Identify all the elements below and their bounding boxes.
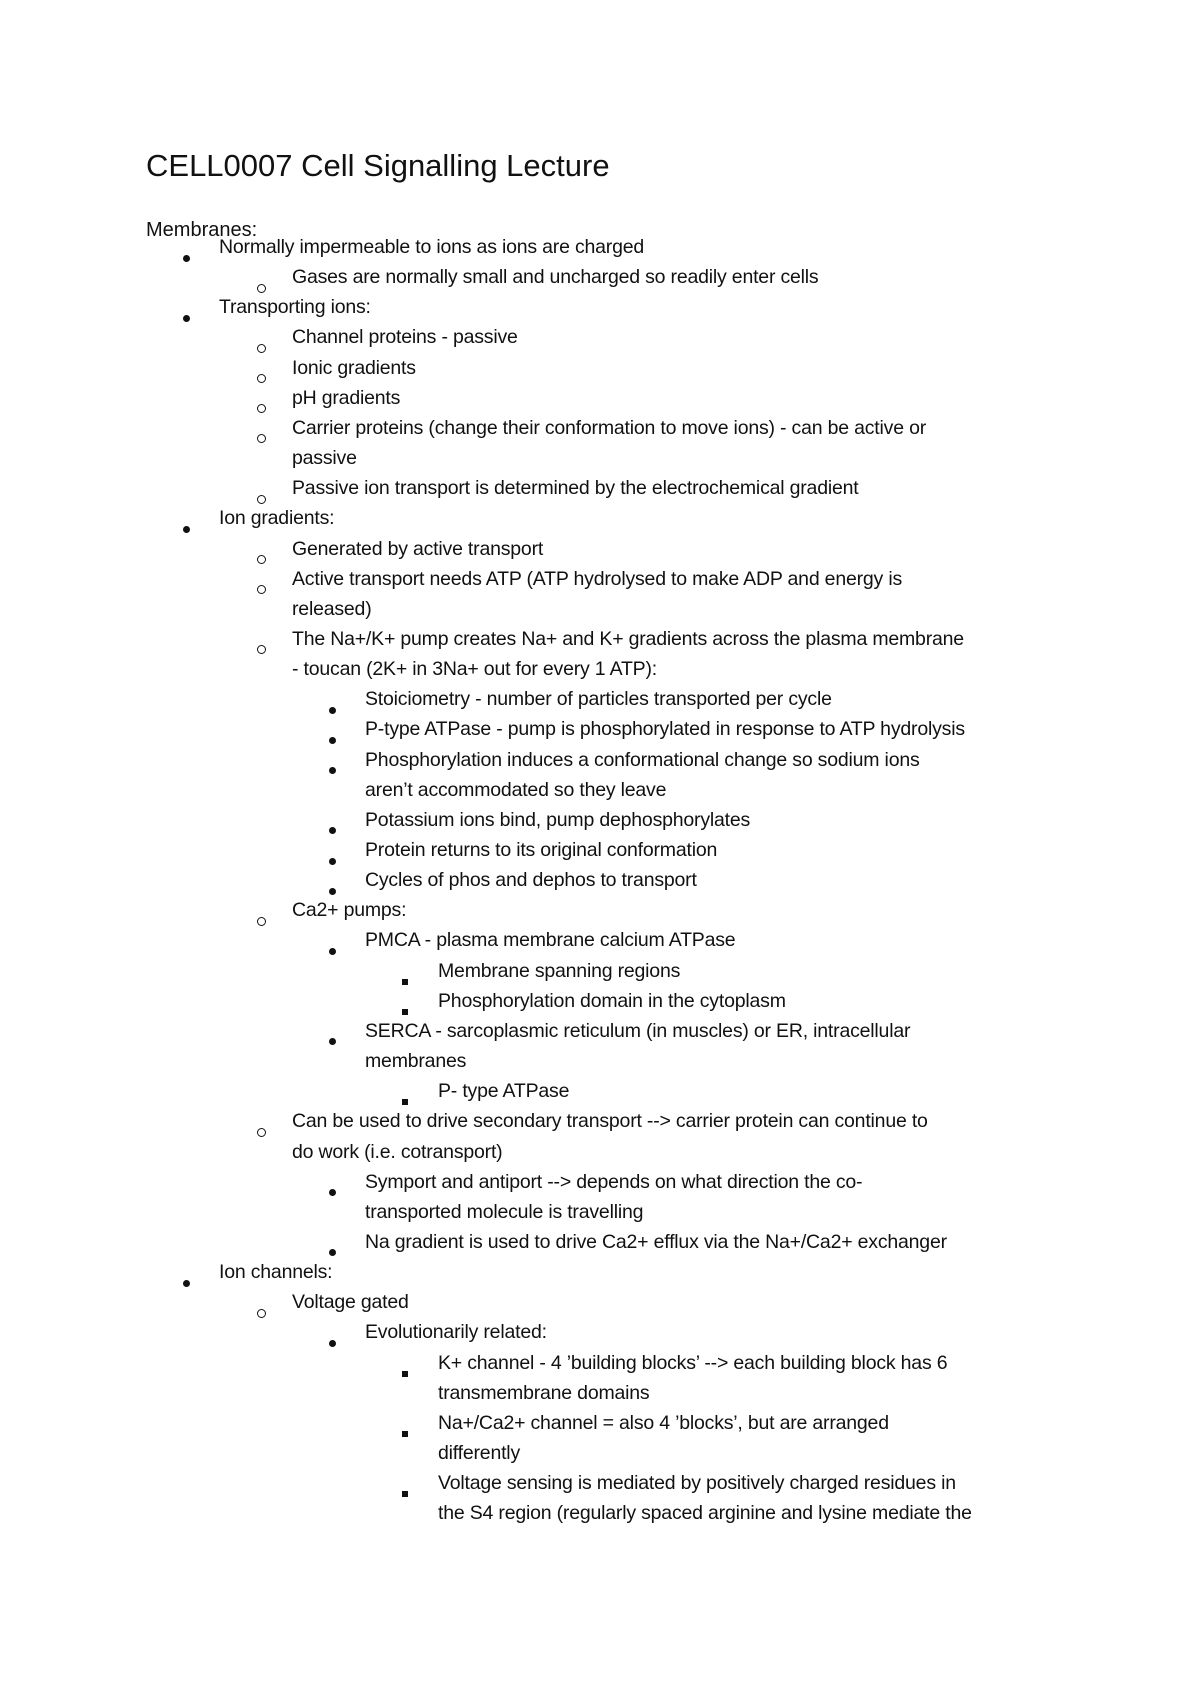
circle-bullet-icon [257, 1309, 266, 1318]
document-title: CELL0007 Cell Signalling Lecture [146, 148, 610, 183]
list-item-text: Na+/Ca2+ channel = also 4 ’blocks’, but are arranged [438, 1411, 889, 1434]
circle-bullet-icon [257, 495, 266, 504]
disc-bullet-icon [183, 255, 190, 262]
list-item-text: Active transport needs ATP (ATP hydrolysed to make ADP and energy is [292, 567, 903, 590]
list-item-text: Voltage gated [292, 1291, 409, 1314]
section-heading: Membranes: [146, 219, 258, 241]
list-item-text: Cycles of phos and dephos to transport [365, 869, 697, 892]
list-item-text: do work (i.e. cotransport) [292, 1140, 503, 1163]
list-item-text: Generated by active transport [292, 537, 544, 560]
circle-bullet-icon [257, 344, 266, 353]
list-item-text: released) [292, 597, 372, 620]
list-item-text: Transporting ions: [219, 296, 371, 319]
list-item-text: SERCA - sarcoplasmic reticulum (in muscles) or ER, intracellular [365, 1019, 911, 1042]
list-item-text: pH gradients [292, 386, 401, 409]
circle-bullet-icon [257, 917, 266, 926]
circle-bullet-icon [257, 585, 266, 594]
disc-bullet-icon [183, 526, 190, 533]
disc-bullet-icon [329, 888, 336, 895]
square-bullet-icon [402, 1009, 408, 1015]
list-item-text: Gases are normally small and uncharged so readily enter cells [292, 266, 819, 289]
list-item-text: transmembrane domains [438, 1381, 650, 1404]
list-item-text: Stoiciometry - number of particles transported per cycle [365, 688, 832, 711]
disc-bullet-icon [329, 1340, 336, 1347]
list-item-text: membranes [365, 1050, 467, 1073]
list-item-text: Potassium ions bind, pump dephosphorylates [365, 808, 751, 831]
list-item-text: K+ channel - 4 ’building blocks’ --> each building block has 6 [438, 1351, 948, 1374]
disc-bullet-icon [329, 707, 336, 714]
list-item-text: Passive ion transport is determined by the electrochemical gradient [292, 477, 859, 500]
list-item-text: Ca2+ pumps: [292, 899, 407, 922]
list-item-text: aren’t accommodated so they leave [365, 778, 667, 801]
list-item-text: Ion channels: [219, 1261, 333, 1284]
square-bullet-icon [402, 1099, 408, 1105]
circle-bullet-icon [257, 374, 266, 383]
list-item-text: the S4 region (regularly spaced arginine and lysine mediate the [438, 1502, 972, 1525]
list-item-text: P-type ATPase - pump is phosphorylated in response to ATP hydrolysis [365, 718, 965, 741]
circle-bullet-icon [257, 434, 266, 443]
disc-bullet-icon [329, 827, 336, 834]
circle-bullet-icon [257, 1128, 266, 1137]
square-bullet-icon [402, 1371, 408, 1377]
square-bullet-icon [402, 1431, 408, 1437]
disc-bullet-icon [329, 948, 336, 955]
list-item-text: Normally impermeable to ions as ions are charged [219, 236, 645, 258]
list-item-text: Membrane spanning regions [438, 959, 681, 982]
circle-bullet-icon [257, 555, 266, 564]
circle-bullet-icon [257, 284, 266, 293]
list-item-text: transported molecule is travelling [365, 1200, 644, 1223]
list-item-text: The Na+/K+ pump creates Na+ and K+ gradients across the plasma membrane [292, 627, 964, 650]
list-item-text: Channel proteins - passive [292, 326, 518, 349]
list-item-text: - toucan (2K+ in 3Na+ out for every 1 ATP): [292, 658, 657, 681]
disc-bullet-icon [329, 1249, 336, 1256]
square-bullet-icon [402, 979, 408, 985]
list-item-text: differently [438, 1442, 520, 1464]
list-item-text: passive [292, 447, 357, 470]
disc-bullet-icon [329, 737, 336, 744]
list-item-text: Ionic gradients [292, 356, 416, 379]
list-item-text: Phosphorylation induces a conformational change so sodium ions [365, 748, 920, 771]
square-bullet-icon [402, 1491, 408, 1497]
list-item-text: Symport and antiport --> depends on what direction the co- [365, 1170, 863, 1193]
disc-bullet-icon [183, 1280, 190, 1287]
disc-bullet-icon [329, 858, 336, 865]
disc-bullet-icon [329, 1038, 336, 1045]
circle-bullet-icon [257, 645, 266, 654]
disc-bullet-icon [183, 315, 190, 322]
list-item-text: Na gradient is used to drive Ca2+ efflux via the Na+/Ca2+ exchanger [365, 1230, 947, 1253]
list-item-text: PMCA - plasma membrane calcium ATPase [365, 929, 736, 952]
disc-bullet-icon [329, 767, 336, 774]
list-item-text: Carrier proteins (change their conformation to move ions) - can be active or [292, 416, 927, 439]
list-item-text: Protein returns to its original conformation [365, 839, 718, 861]
list-item-text: Ion gradients: [219, 507, 335, 530]
list-item-text: Voltage sensing is mediated by positively charged residues in [438, 1472, 956, 1495]
list-item-text: Can be used to drive secondary transport --> carrier protein can continue to [292, 1110, 928, 1133]
list-item-text: Evolutionarily related: [365, 1321, 547, 1344]
list-item-text: P- type ATPase [438, 1080, 570, 1103]
circle-bullet-icon [257, 404, 266, 413]
list-item-text: Phosphorylation domain in the cytoplasm [438, 989, 786, 1012]
disc-bullet-icon [329, 1189, 336, 1196]
